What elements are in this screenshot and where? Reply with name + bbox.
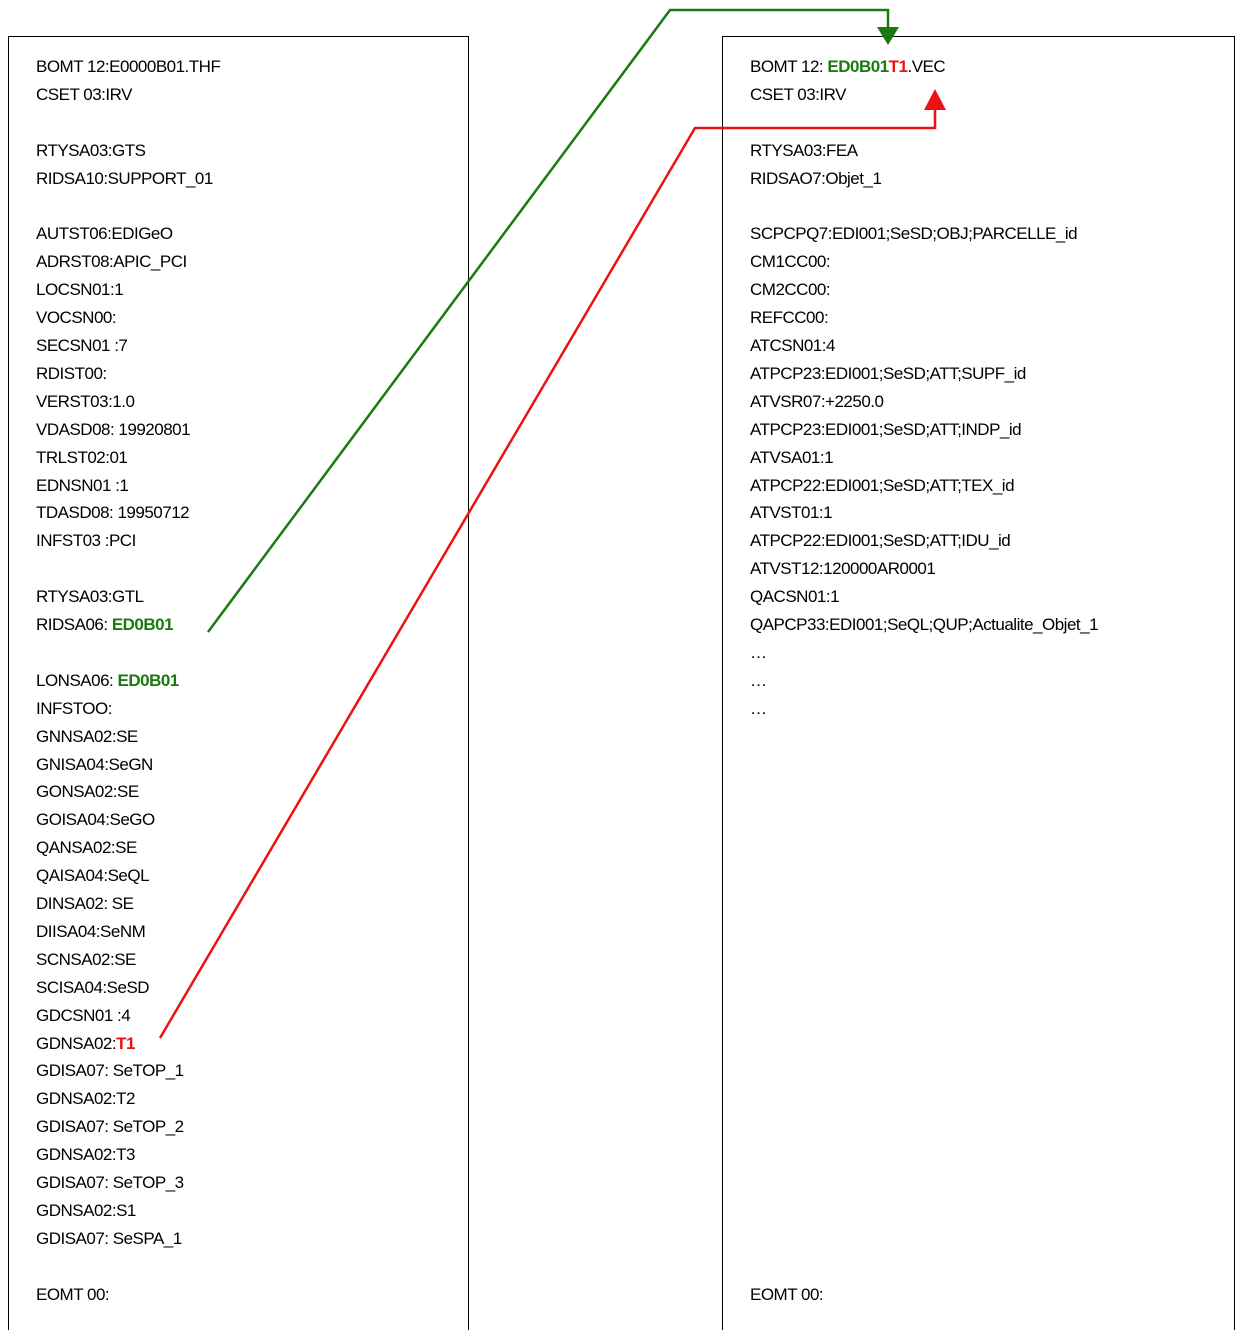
right-line: … (750, 698, 767, 718)
highlight-red: T1 (116, 1033, 135, 1053)
highlight-green: ED0B01 (117, 670, 179, 690)
left-line: GNNSA02:SE (36, 726, 138, 746)
highlight-green: ED0B01 (111, 615, 174, 634)
right-line: SCPCPQ7:EDI001;SeSD;OBJ;PARCELLE_id (750, 224, 1078, 244)
header-prefix: BOMT 12: (750, 57, 828, 76)
right-line: CSET 03:IRV (750, 84, 846, 104)
left-line: QANSA02:SE (36, 838, 137, 858)
left-line (36, 1034, 135, 1054)
left-line: INFSTOO: (36, 698, 112, 718)
left-line: RTYSA03:GTS (36, 140, 146, 160)
left-line: INFST03 :PCI (36, 531, 136, 551)
left-line: TDASD08: 19950712 (36, 503, 190, 523)
right-line: QAPCP33:EDI001;SeQL;QUP;Actualite_Objet_1 (750, 615, 1099, 634)
left-line: BOMT 12:E0000B01.THF (36, 57, 221, 76)
left-line: GDCSN01 :4 (36, 1005, 131, 1025)
right-line: ATVSR07:+2250.0 (750, 391, 884, 411)
right-line: ATVST01:1 (750, 503, 833, 523)
left-line: GDISA07: SeSPA_1 (36, 1228, 182, 1248)
right-line: RTYSA03:FEA (750, 140, 858, 160)
right-line: ATPCP22:EDI001;SeSD;ATT;IDU_id (750, 531, 1011, 551)
left-line: SECSN01 :7 (36, 336, 128, 355)
left-line: VOCSN00: (36, 308, 117, 328)
right-line: ATVSA01:1 (750, 447, 834, 467)
right-footer-line: EOMT 00: (750, 1284, 824, 1304)
right-line: CM1CC00: (750, 252, 831, 272)
right-line: REFCC00: (750, 308, 829, 328)
left-line: GDISA07: SeTOP_3 (36, 1173, 184, 1192)
left-line: GDISA07: SeTOP_1 (36, 1061, 184, 1081)
right-line: CM2CC00: (750, 280, 831, 300)
left-line: GDNSA02:T3 (36, 1145, 135, 1165)
header-suffix: .VEC (907, 57, 946, 76)
left-line: QAISA04:SeQL (36, 866, 150, 886)
left-line: EDNSN01 :1 (36, 475, 129, 495)
left-line: GOISA04:SeGO (36, 810, 155, 830)
left-line: GNISA04:SeGN (36, 754, 153, 774)
left-line (36, 671, 179, 691)
right-line: ATPCP22:EDI001;SeSD;ATT;TEX_id (750, 475, 1015, 495)
right-line: ATPCP23:EDI001;SeSD;ATT;INDP_id (750, 419, 1022, 439)
right-file-panel (722, 36, 1235, 1330)
right-line: ATCSN01:4 (750, 336, 835, 355)
left-line: GDNSA02:S1 (36, 1200, 136, 1220)
left-line: GDNSA02:T2 (36, 1089, 135, 1109)
left-line: VERST03:1.0 (36, 391, 135, 411)
right-line: ATVST12:120000AR0001 (750, 559, 936, 579)
right-line: RIDSAO7:Objet_1 (750, 168, 882, 188)
header-green-part: ED0B01 (827, 57, 889, 76)
right-line: QACSN01:1 (750, 587, 840, 607)
left-line: TRLST02:01 (36, 447, 128, 467)
left-line: CSET 03:IRV (36, 84, 132, 104)
left-line: SCISA04:SeSD (36, 977, 150, 997)
left-line: GONSA02:SE (36, 782, 139, 802)
line-label: RIDSA06: (36, 615, 112, 634)
left-line: SCNSA02:SE (36, 949, 136, 969)
right-line: … (750, 670, 767, 690)
header-red-part: T1 (888, 57, 908, 76)
left-line: RIDSA10:SUPPORT_01 (36, 168, 213, 188)
left-line: EOMT 00: (36, 1284, 110, 1304)
left-line: GDISA07: SeTOP_2 (36, 1117, 184, 1137)
left-line (36, 615, 173, 635)
left-line: DIISA04:SeNM (36, 921, 146, 941)
line-label: LONSA06: (36, 670, 118, 690)
line-label: GDNSA02: (36, 1033, 117, 1053)
left-line: RDIST00: (36, 363, 107, 383)
left-line: AUTST06:EDIGeO (36, 224, 173, 244)
left-line: RTYSA03:GTL (36, 587, 144, 607)
left-line: LOCSN01:1 (36, 280, 124, 300)
left-line: DINSA02: SE (36, 894, 134, 913)
right-line: ATPCP23:EDI001;SeSD;ATT;SUPF_id (750, 363, 1026, 383)
left-line: VDASD08: 19920801 (36, 419, 191, 439)
left-line: ADRST08:APIC_PCI (36, 252, 187, 272)
right-line: … (750, 642, 767, 662)
right-header-line (750, 57, 945, 77)
left-file-panel (8, 36, 469, 1330)
